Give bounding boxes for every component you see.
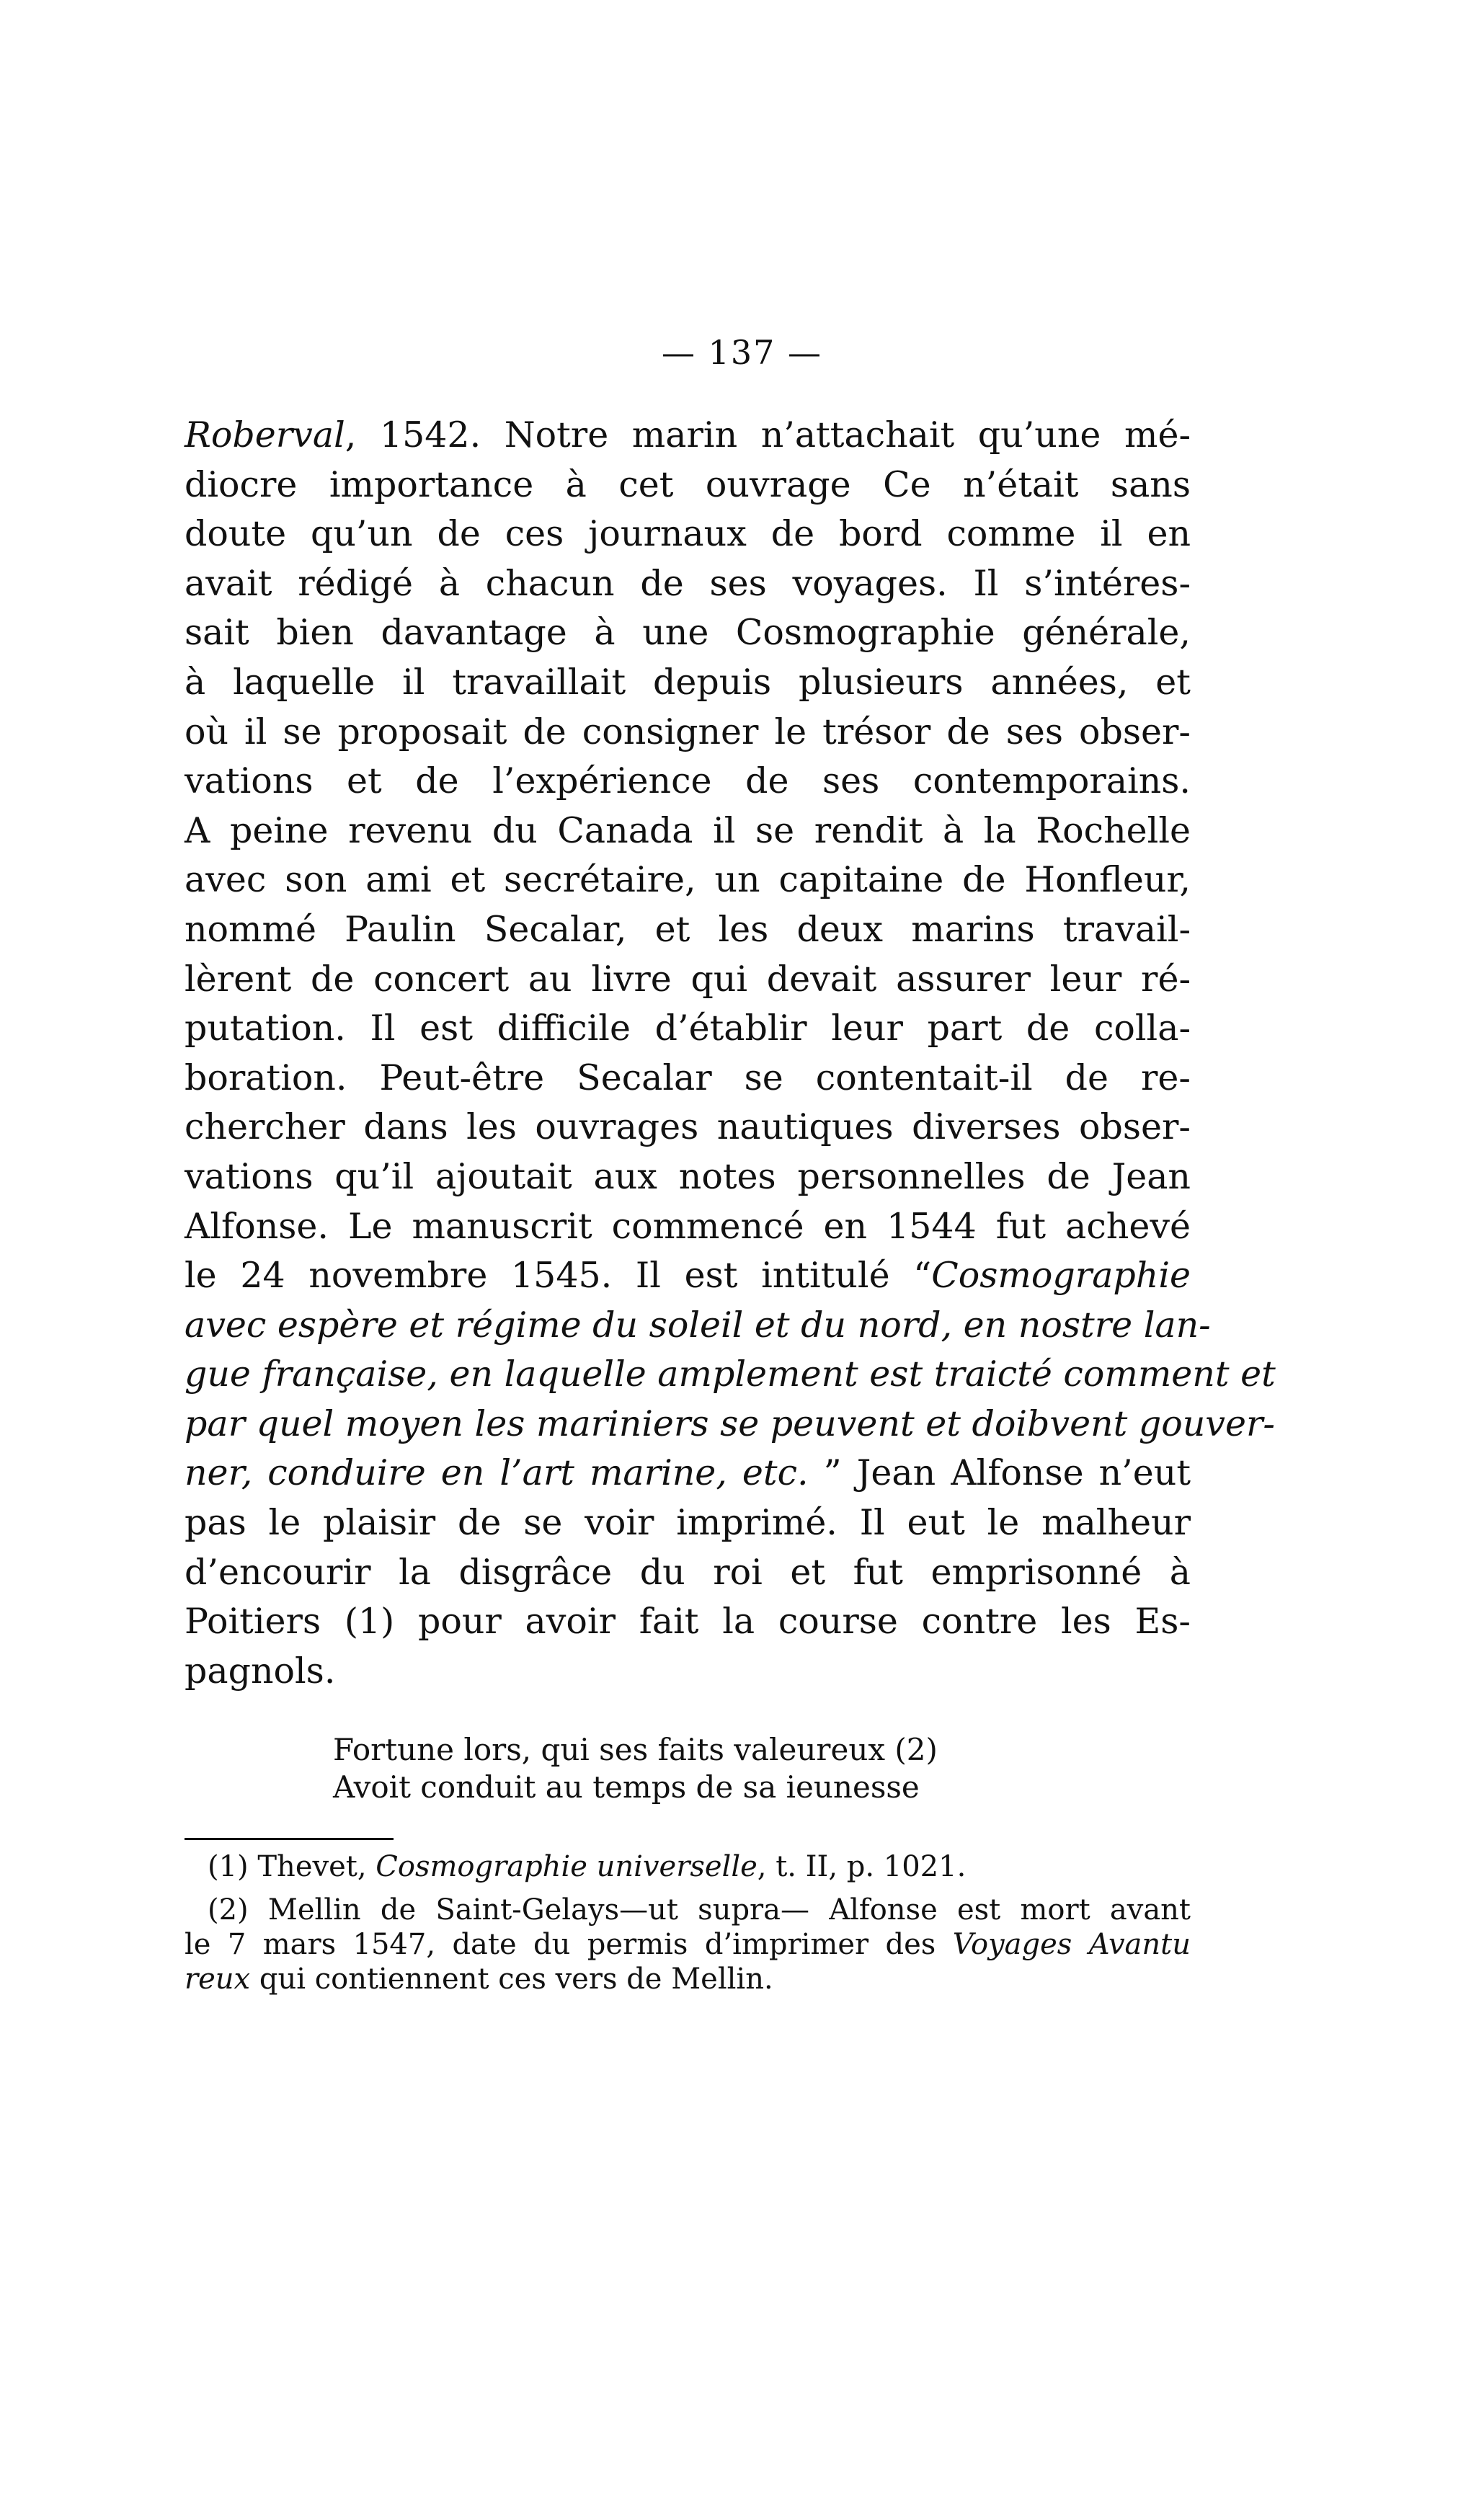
text-line-roman: , 1542. Notre marin n’attachait qu’une mé- <box>345 414 1191 456</box>
text-line-italic: gue française, en laquelle amplement est traicté comment et <box>185 1354 1276 1395</box>
text-line: sait bien davantage à une Cosmographie générale, <box>185 612 1191 654</box>
text-line: lèrent de concert au livre qui devait assurer leur ré- <box>185 958 1191 1000</box>
text-line <box>185 1449 1191 1498</box>
text-line-italic: par quel moyen les mariniers se peuvent et doibvent gouver- <box>185 1403 1275 1444</box>
text-line: chercher dans les ouvrages nautiques diverses obser- <box>185 1106 1191 1148</box>
page-number: — 137 — <box>661 333 823 372</box>
text-line-roman: ” Jean Alfonse n’eut <box>808 1452 1191 1494</box>
footnote-1-title: Cosmographie universelle <box>376 1850 757 1883</box>
verse-line: Avoit conduit au temps de sa ieunesse <box>333 1769 920 1805</box>
text-line: vations et de l’expérience de ses contemporains. <box>185 760 1191 802</box>
verse-line: Fortune lors, qui ses faits valeureux (2) <box>333 1732 938 1767</box>
footnote-separator <box>185 1838 394 1840</box>
text-line: pas le plaisir de se voir imprimé. Il eut le malheur <box>185 1502 1191 1544</box>
text-line: d’encourir la disgrâce du roi et fut emprisonné à <box>185 1551 1191 1593</box>
text-line <box>185 411 1191 461</box>
footnotes <box>185 1849 1191 1996</box>
text-line: pagnols. <box>185 1650 336 1692</box>
footnote-1-prefix: (1) Thevet, <box>208 1850 376 1883</box>
text-line: à laquelle il travaillait depuis plusieurs années, et <box>185 661 1191 703</box>
footnote-2-line <box>185 1927 1191 1962</box>
footnote-2-text: qui contiennent ces vers de Mellin. <box>250 1963 773 1996</box>
footnote-2-text: le 7 mars 1547, date du permis d’imprimer des <box>185 1928 953 1961</box>
text-line-italic: avec espère et régime du soleil et du nord, en nostre lan- <box>185 1304 1211 1346</box>
footnote-2-line: (2) Mellin de Saint-Gelays—ut supra— Alfonse est mort avant <box>208 1893 1191 1927</box>
text-line-italic: Cosmographie <box>931 1255 1191 1297</box>
text-line <box>185 1350 1276 1400</box>
footnote-1 <box>185 1849 1191 1884</box>
footnote-2-title: Voyages Avantu <box>952 1928 1191 1961</box>
text-line: avec son ami et secrétaire, un capitaine de Honfleur, <box>185 859 1191 901</box>
main-paragraph <box>185 411 1276 1696</box>
text-line: Alfonse. Le manuscrit commencé en 1544 fut achevé <box>185 1205 1191 1247</box>
text-line-italic: ner, conduire en l’art marine, etc. <box>185 1452 809 1494</box>
footnote-2-line <box>185 1962 1191 1996</box>
text-line: diocre importance à cet ouvrage Ce n’était sans <box>185 463 1191 505</box>
text-line <box>185 1301 1211 1351</box>
text-line: vations qu’il ajoutait aux notes personnelles de Jean <box>185 1155 1191 1197</box>
verse-quotation <box>333 1731 1025 1806</box>
text-line: A peine revenu du Canada il se rendit à la Rochelle <box>185 809 1191 851</box>
text-line: Poitiers (1) pour avoir fait la course contre les Es- <box>185 1601 1191 1643</box>
text-line: où il se proposait de consigner le trésor de ses obser- <box>185 711 1191 752</box>
text-line <box>185 1400 1275 1449</box>
text-line: nommé Paulin Secalar, et les deux marins travail- <box>185 908 1191 950</box>
text-line: doute qu’un de ces journaux de bord comme il en <box>185 513 1191 555</box>
text-line: avait rédigé à chacun de ses voyages. Il s’intéres- <box>185 562 1191 604</box>
text-line <box>185 1251 1191 1301</box>
text-line-italic: Roberval <box>185 414 345 456</box>
text-line: boration. Peut-être Secalar se contentait-il de re- <box>185 1057 1191 1098</box>
footnote-2-title: reux <box>185 1963 251 1996</box>
footnote-1-suffix: , t. II, p. 1021. <box>757 1850 967 1883</box>
text-line-roman: le 24 novembre 1545. Il est intitulé “ <box>185 1255 932 1297</box>
text-line: putation. Il est difficile d’établir leur part de colla- <box>185 1008 1191 1049</box>
